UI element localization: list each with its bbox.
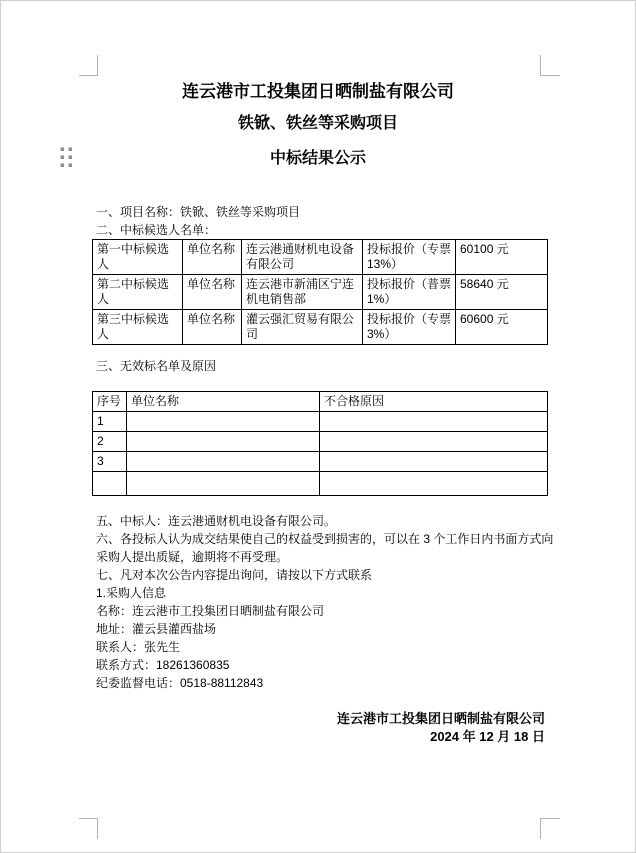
row-reason <box>320 432 548 452</box>
row-no: 2 <box>93 432 127 452</box>
margin-corner-top-left-icon <box>79 55 98 76</box>
candidate-rank: 第三中标候选人 <box>93 310 183 345</box>
company-name: 连云港市新浦区宁连机电销售部 <box>242 275 363 310</box>
document-title-announcement: 中标结果公示 <box>269 150 366 167</box>
row-no <box>93 472 127 496</box>
candidate-rank: 第一中标候选人 <box>93 240 183 275</box>
section-objection-notice: 六、各投标人认为成交结果使自己的权益受到损害的，可以在 3 个工作日内书面方式向采购人提出质疑，逾期将不再受理。 <box>96 532 554 564</box>
purchaser-address: 地址：灌云县灌西盐场 <box>96 622 217 636</box>
col-header-company: 单位名称 <box>127 392 320 412</box>
table-header-row <box>93 392 548 412</box>
table-row <box>93 240 548 275</box>
margin-corner-top-right-icon <box>540 55 560 76</box>
section-winner: 五、中标人：连云港通财机电设备有限公司。 <box>96 514 337 528</box>
table-row <box>93 472 548 496</box>
quote-price: 60100 元 <box>456 240 548 275</box>
document-title-project: 铁锨、铁丝等采购项目 <box>237 115 398 132</box>
row-reason <box>320 452 548 472</box>
field-label: 单位名称 <box>183 240 242 275</box>
quote-price: 60600 元 <box>456 310 548 345</box>
signature-date: 2024 年 12 月 18 日 <box>430 729 545 744</box>
purchaser-name: 名称：连云港市工投集团日晒制盐有限公司 <box>96 604 325 618</box>
signature-block <box>337 710 545 746</box>
row-company <box>127 452 320 472</box>
field-label: 单位名称 <box>183 275 242 310</box>
candidate-rank: 第二中标候选人 <box>93 275 183 310</box>
purchaser-contact-person: 联系人：张先生 <box>96 640 181 654</box>
col-header-no: 序号 <box>93 392 127 412</box>
row-company <box>127 432 320 452</box>
margin-corner-bottom-left-icon <box>79 818 98 839</box>
signature-company: 连云港市工投集团日晒制盐有限公司 <box>336 711 545 726</box>
field-label: 单位名称 <box>183 310 242 345</box>
row-reason <box>320 412 548 432</box>
section-invalid-bids-heading: 三、无效标名单及原因 <box>96 359 217 373</box>
company-name: 连云港通财机电设备有限公司 <box>242 240 363 275</box>
document-title-company: 连云港市工投集团日晒制盐有限公司 <box>182 82 454 101</box>
row-no: 3 <box>93 452 127 472</box>
invalid-bids-table <box>92 391 548 496</box>
row-no: 1 <box>93 412 127 432</box>
quote-price: 58640 元 <box>456 275 548 310</box>
quote-label: 投标报价（专票3%） <box>363 310 456 345</box>
quote-label: 投标报价（普票1%） <box>363 275 456 310</box>
purchaser-info-heading: 1.采购人信息 <box>96 586 167 600</box>
company-name: 灌云强汇贸易有限公司 <box>242 310 363 345</box>
table-row <box>93 452 548 472</box>
row-reason <box>320 472 548 496</box>
quote-label: 投标报价（专票13%） <box>363 240 456 275</box>
section-inquiry-contact: 七、凡对本次公告内容提出询问，请按以下方式联系 <box>96 568 373 582</box>
table-row <box>93 310 548 345</box>
table-row <box>93 275 548 310</box>
purchaser-supervision-phone: 纪委监督电话：0518-88112843 <box>96 676 264 690</box>
row-company <box>127 412 320 432</box>
winner-candidates-table <box>92 239 548 345</box>
table-row <box>93 432 548 452</box>
purchaser-contact-phone: 联系方式：18261360835 <box>96 658 230 672</box>
section-project-name: 一、项目名称：铁锨、铁丝等采购项目 <box>96 205 301 219</box>
col-header-reason: 不合格原因 <box>320 392 548 412</box>
section-candidate-list-heading: 二、中标候选人名单： <box>96 223 217 237</box>
table-row <box>93 412 548 432</box>
margin-corner-bottom-right-icon <box>540 818 560 839</box>
lower-paragraphs <box>96 512 559 692</box>
row-company <box>127 472 320 496</box>
